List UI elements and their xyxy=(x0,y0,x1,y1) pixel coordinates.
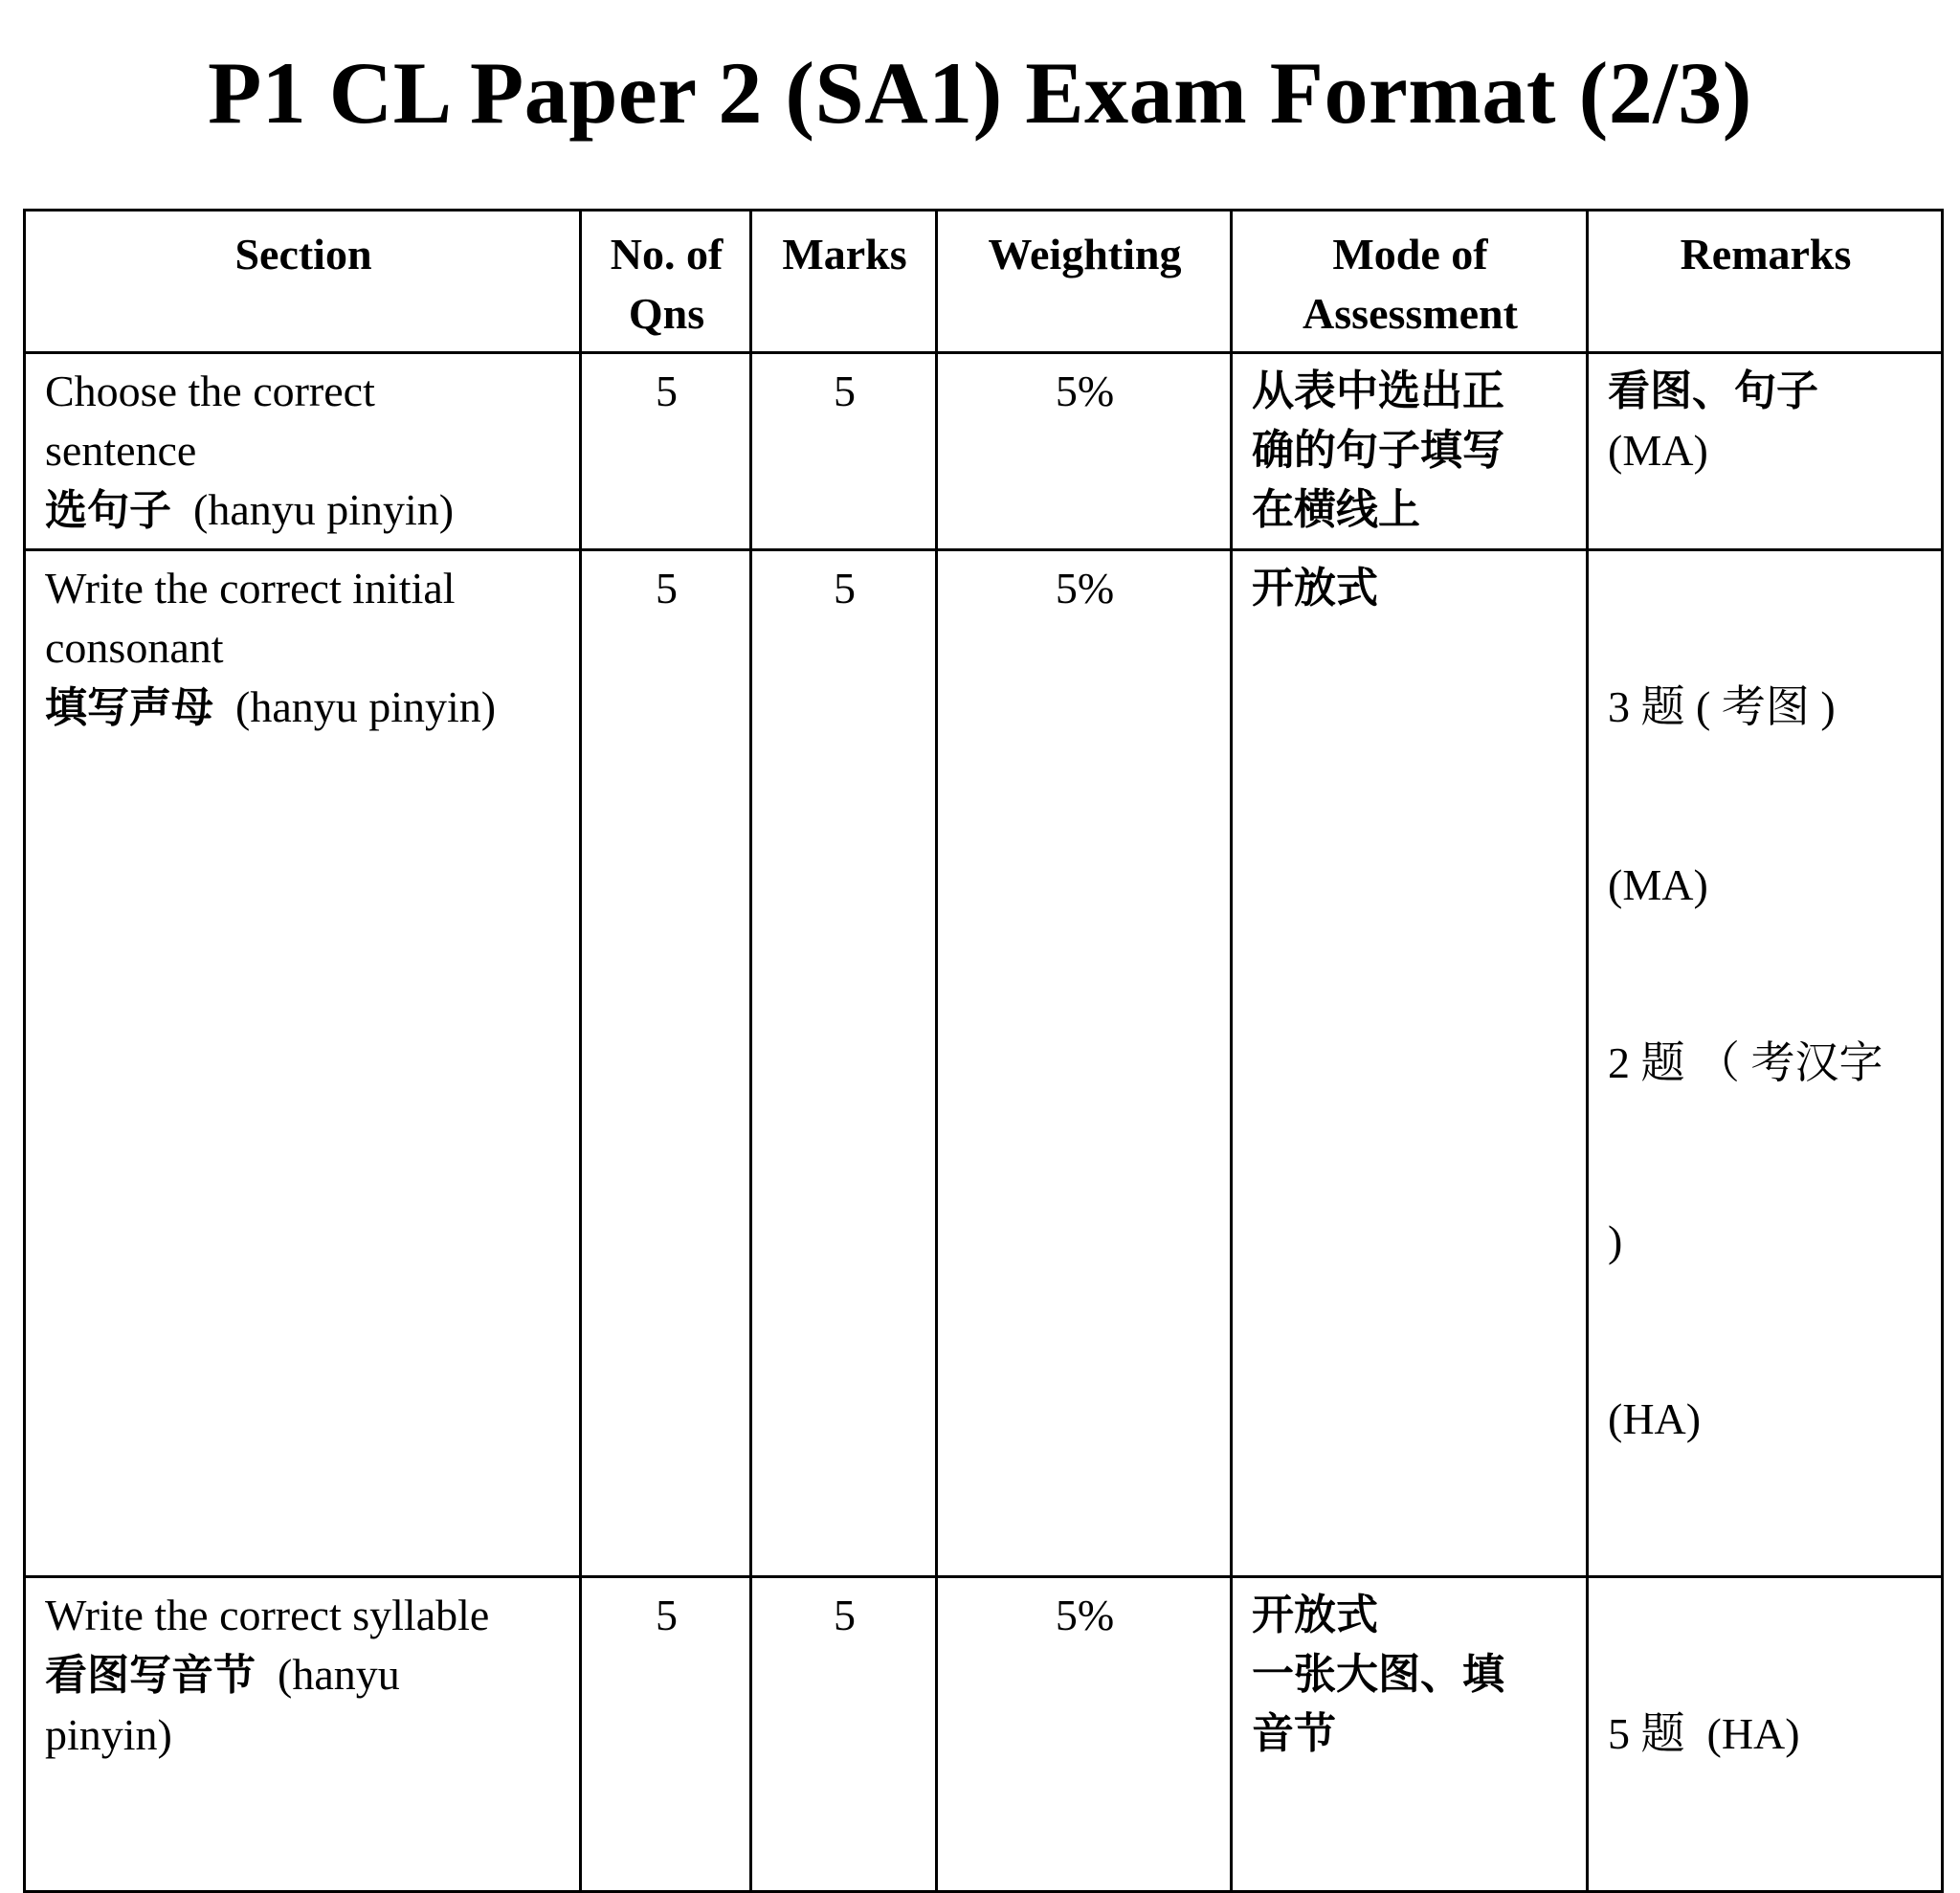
mode-cell: 开放式 xyxy=(1232,550,1588,1577)
exam-format-table xyxy=(23,209,1944,1893)
header-weighting: Weighting xyxy=(937,211,1232,353)
table-row xyxy=(25,1577,1943,1892)
weighting-cell: 5% xyxy=(937,550,1232,1577)
table-row xyxy=(25,353,1943,550)
num-qns-cell: 5 xyxy=(581,1577,751,1892)
remarks-cell: 3 题 ( 考图 ) (MA) 2 题 （ 考汉字 ) (HA) xyxy=(1588,550,1943,1577)
section-cell: Choose the correct sentence 选句子 (hanyu pinyin) xyxy=(25,353,581,550)
num-qns-cell: 5 xyxy=(581,550,751,1577)
section-cell: Write the correct syllable 看图写音节 (hanyu pinyin) xyxy=(25,1577,581,1892)
header-section: Section xyxy=(25,211,581,353)
weighting-cell: 5% xyxy=(937,353,1232,550)
header-remarks: Remarks xyxy=(1588,211,1943,353)
weighting-cell: 5% xyxy=(937,1577,1232,1892)
header-marks: Marks xyxy=(751,211,937,353)
marks-cell: 5 xyxy=(751,1577,937,1892)
header-num-qns: No. of Qns xyxy=(581,211,751,353)
table-header-row xyxy=(25,211,1943,353)
remarks-cell: 5 题 (HA) xyxy=(1588,1577,1943,1892)
mode-cell: 开放式 一张大图、填 音节 xyxy=(1232,1577,1588,1892)
marks-cell: 5 xyxy=(751,550,937,1577)
header-mode: Mode of Assessment xyxy=(1232,211,1588,353)
num-qns-cell: 5 xyxy=(581,353,751,550)
table-row xyxy=(25,550,1943,1577)
mode-cell: 从表中选出正 确的句子填写 在横线上 xyxy=(1232,353,1588,550)
remarks-cell: 看图、句子 (MA) xyxy=(1588,353,1943,550)
marks-cell: 5 xyxy=(751,353,937,550)
slide-title: P1 CL Paper 2 (SA1) Exam Format (2/3) xyxy=(208,44,1752,142)
section-cell: Write the correct initial consonant 填写声母 (hanyu pinyin) xyxy=(25,550,581,1577)
